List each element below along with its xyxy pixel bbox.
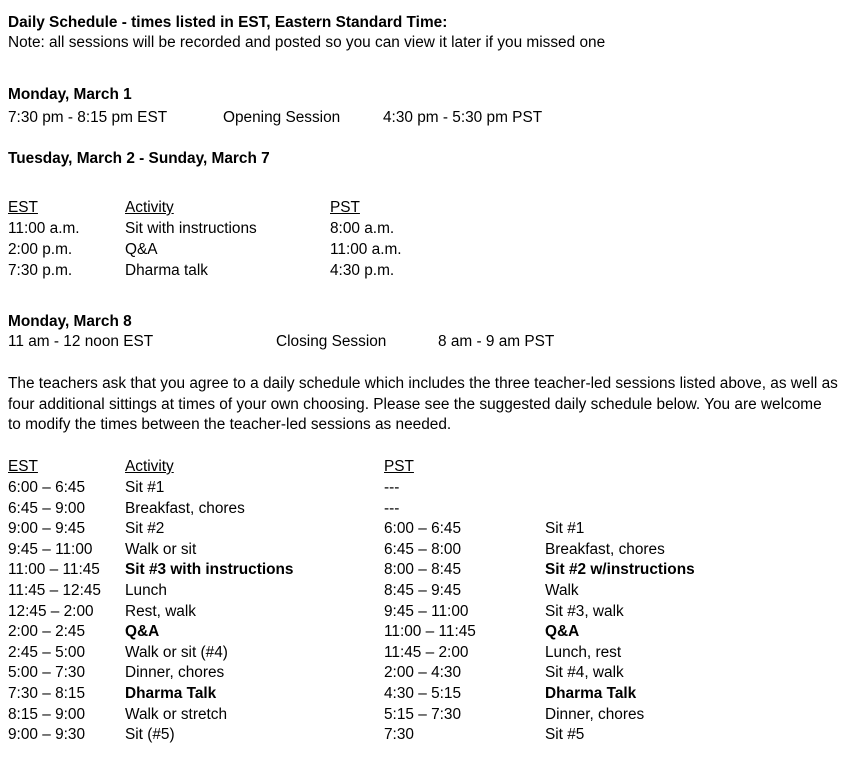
schedule-est-time: 11:45 – 12:45 (8, 582, 101, 599)
schedule-pst-time: 8:00 – 8:45 (384, 561, 462, 579)
schedule-pst-activity: Dharma Talk (545, 685, 637, 702)
schedule-est-time: 9:00 – 9:30 (8, 726, 86, 744)
schedule-activity: Rest, walk (125, 602, 196, 620)
schedule-activity: Walk or sit (#4) (125, 643, 228, 661)
schedule-activity: Sit #3 with instructions (125, 561, 294, 579)
schedule-pst-time: 4:30 – 5:15 (384, 685, 462, 702)
date-heading-monday-march-8: Monday, March 8 (8, 313, 132, 330)
schedule-pst-activity: Lunch, rest (545, 643, 622, 661)
closing-time-est: 11 am - 12 noon EST (8, 333, 154, 350)
schedule-activity: Sit #2 (125, 520, 165, 538)
session-activity: Dharma talk (125, 262, 208, 279)
schedule-pst-activity: Sit #1 (545, 520, 585, 538)
header-est: EST (8, 458, 38, 475)
schedule-activity: Dharma Talk (125, 685, 217, 702)
schedule-activity: Breakfast, chores (125, 499, 245, 517)
schedule-pst-time: 6:45 – 8:00 (384, 540, 462, 558)
schedule-est-time: 12:45 – 2:00 (8, 602, 94, 620)
schedule-est-time: 8:15 – 9:00 (8, 705, 86, 723)
teacher-session-row (8, 240, 828, 260)
schedule-pst-time: 9:45 – 11:00 (384, 602, 469, 620)
instructions-paragraph: The teachers ask that you agree to a daily schedule which includes the three teacher-led sessions listed above, as well as four additional sittings at times of your own choosing. Please see the suggested daily schedule below. You are welcome to modify the times between the teacher-led sessions as needed. (8, 375, 838, 433)
opening-time-est: 7:30 pm - 8:15 pm EST (8, 109, 168, 126)
date-heading-tuesday-sunday: Tuesday, March 2 - Sunday, March 7 (8, 150, 270, 167)
schedule-row (8, 663, 828, 683)
schedule-est-time: 2:00 – 2:45 (8, 623, 86, 641)
schedule-pst-activity: Breakfast, chores (545, 540, 665, 558)
teacher-session-row (8, 261, 828, 281)
schedule-row (8, 540, 828, 560)
schedule-pst-time: 7:30 (384, 726, 414, 744)
schedule-est-time: 6:45 – 9:00 (8, 499, 86, 517)
opening-session-line (8, 108, 708, 128)
schedule-pst-activity: Dinner, chores (545, 705, 645, 723)
schedule-est-time: 11:00 – 11:45 (8, 561, 100, 579)
session-est: 7:30 p.m. (8, 262, 73, 279)
schedule-activity: Sit (#5) (125, 726, 175, 744)
session-pst: 8:00 a.m. (330, 220, 395, 237)
schedule-pst-time: 5:15 – 7:30 (384, 705, 462, 723)
schedule-est-time: 2:45 – 5:00 (8, 643, 86, 661)
schedule-row (8, 705, 828, 725)
session-activity: Q&A (125, 241, 158, 258)
schedule-activity: Lunch (125, 582, 167, 599)
schedule-pst-time: --- (384, 499, 400, 517)
session-activity: Sit with instructions (125, 220, 257, 237)
schedule-row (8, 499, 828, 519)
schedule-est-time: 6:00 – 6:45 (8, 479, 86, 496)
date-heading-monday-march-1: Monday, March 1 (8, 86, 132, 103)
schedule-pst-activity: Sit #4, walk (545, 664, 624, 682)
recording-note: Note: all sessions will be recorded and posted so you can view it later if you missed one (8, 34, 606, 51)
schedule-pst-time: 11:45 – 2:00 (384, 643, 469, 661)
header-activity: Activity (125, 199, 174, 216)
schedule-est-time: 9:00 – 9:45 (8, 520, 86, 538)
schedule-row (8, 478, 828, 498)
schedule-activity: Walk or stretch (125, 705, 228, 723)
teacher-sessions-header (8, 198, 828, 218)
schedule-title: Daily Schedule - times listed in EST, Eastern Standard Time: (8, 14, 448, 31)
header-activity: Activity (125, 458, 174, 475)
schedule-pst-time: --- (384, 479, 400, 496)
schedule-est-time: 7:30 – 8:15 (8, 685, 86, 702)
closing-session-line (8, 332, 708, 352)
daily-schedule-header (8, 457, 828, 477)
schedule-est-time: 5:00 – 7:30 (8, 664, 86, 682)
schedule-pst-time: 6:00 – 6:45 (384, 520, 462, 538)
closing-session-label: Closing Session (276, 333, 387, 350)
schedule-est-time: 9:45 – 11:00 (8, 540, 93, 558)
header-pst: PST (384, 458, 414, 475)
session-est: 2:00 p.m. (8, 241, 73, 258)
schedule-pst-activity: Q&A (545, 623, 580, 641)
session-pst: 4:30 p.m. (330, 262, 395, 279)
schedule-activity: Dinner, chores (125, 664, 225, 682)
schedule-pst-activity: Sit #5 (545, 726, 585, 744)
header-est: EST (8, 199, 38, 216)
schedule-pst-time: 2:00 – 4:30 (384, 664, 462, 682)
schedule-pst-time: 8:45 – 9:45 (384, 582, 462, 599)
schedule-row (8, 519, 828, 539)
schedule-pst-activity: Sit #3, walk (545, 602, 624, 620)
opening-session-label: Opening Session (223, 109, 341, 126)
schedule-activity: Q&A (125, 623, 160, 641)
schedule-pst-activity: Sit #2 w/instructions (545, 561, 695, 579)
schedule-row (8, 602, 828, 622)
schedule-pst-activity: Walk (545, 582, 579, 599)
session-pst: 11:00 a.m. (330, 241, 402, 258)
schedule-row (8, 581, 828, 601)
schedule-pst-time: 11:00 – 11:45 (384, 623, 476, 641)
schedule-row (8, 684, 828, 704)
schedule-row (8, 560, 828, 580)
schedule-activity: Sit #1 (125, 479, 165, 496)
schedule-row (8, 643, 828, 663)
session-est: 11:00 a.m. (8, 220, 80, 237)
schedule-row (8, 725, 828, 745)
schedule-activity: Walk or sit (125, 540, 197, 558)
teacher-session-row (8, 219, 828, 239)
schedule-row (8, 622, 828, 642)
header-pst: PST (330, 199, 360, 216)
closing-time-pst: 8 am - 9 am PST (438, 333, 555, 350)
opening-time-pst: 4:30 pm - 5:30 pm PST (383, 109, 543, 126)
